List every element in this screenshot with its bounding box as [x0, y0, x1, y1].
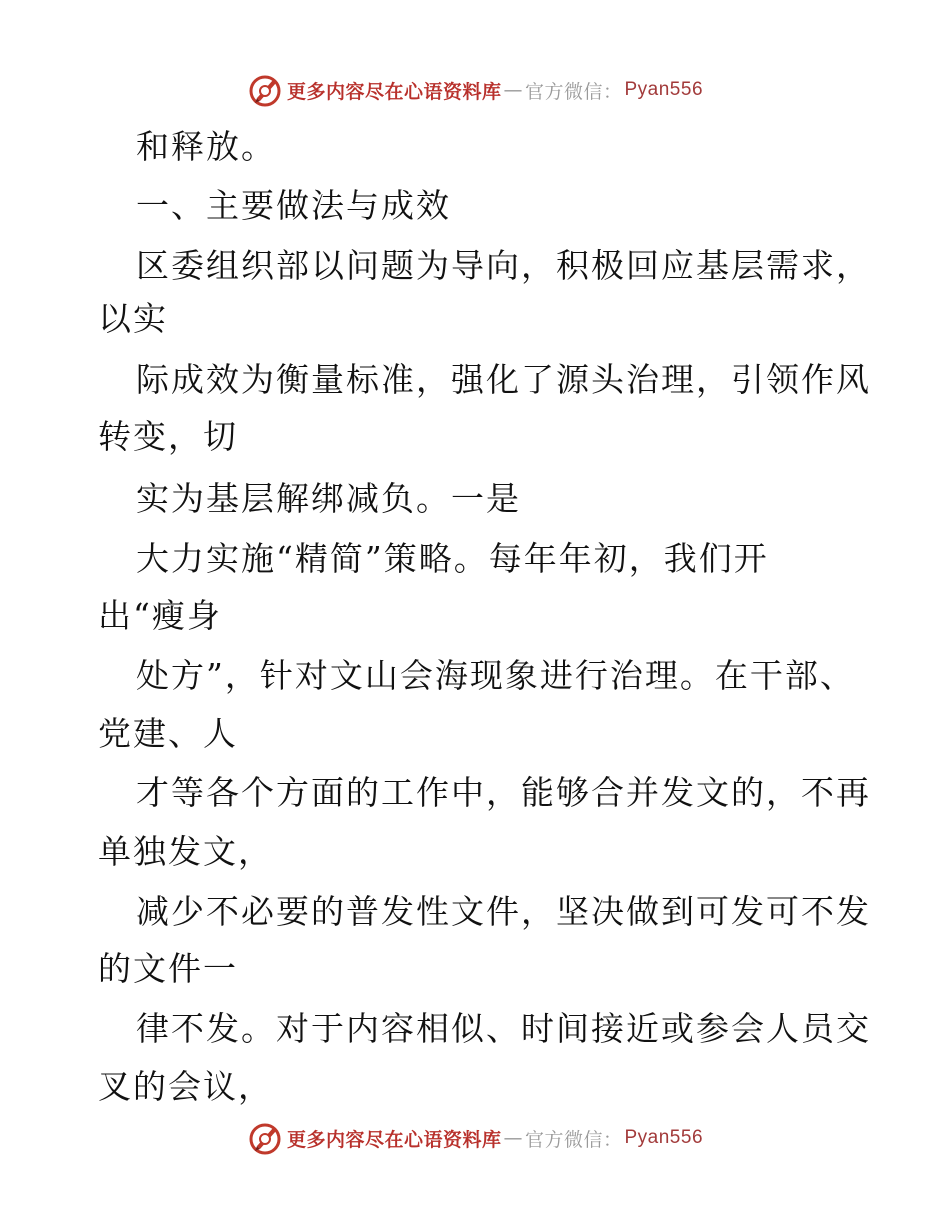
banner-wechat-id: Pyan556: [624, 79, 704, 100]
body-line: 律不发。对于内容相似、时间接近或参会人员交: [136, 1009, 871, 1048]
body-line: 才等各个方面的工作中，能够合并发文的，不再: [136, 773, 871, 812]
body-line: 区委组织部以问题为导向，积极回应基层需求，: [136, 246, 871, 285]
body-line: 际成效为衡量标准，强化了源头治理，引领作风: [136, 360, 871, 399]
section-heading: 一、主要做法与成效: [136, 186, 451, 225]
banner-wechat-label: 官方微信：: [524, 80, 623, 103]
banner-wechat-label: 官方微信：: [524, 1128, 623, 1151]
banner-separator: —: [503, 79, 523, 101]
body-line: 减少不必要的普发性文件，坚决做到可发可不发: [136, 892, 871, 931]
banner-separator: —: [503, 1127, 523, 1149]
pen-logo-icon: [247, 72, 283, 108]
pen-logo-icon: [247, 1120, 283, 1156]
body-line: 以实: [98, 299, 168, 338]
body-line: 大力实施“精简”策略。每年年初，我们开: [136, 539, 769, 578]
banner-wechat-id: Pyan556: [624, 1127, 704, 1148]
body-line: 单独发文，: [98, 832, 273, 871]
body-line: 党建、人: [98, 714, 238, 753]
banner-title: 更多内容尽在心语资料库: [286, 1128, 502, 1151]
footer-banner: [0, 1118, 950, 1158]
body-line: 叉的会议，: [98, 1067, 273, 1106]
body-line: 转变，切: [98, 417, 238, 456]
body-line: 处方”，针对文山会海现象进行治理。在干部、: [136, 656, 855, 695]
banner-title: 更多内容尽在心语资料库: [286, 80, 502, 103]
body-line: 的文件一: [98, 949, 238, 988]
body-line: 和释放。: [136, 127, 276, 166]
body-line: 出“瘦身: [98, 596, 222, 635]
body-line: 实为基层解绑减负。一是: [136, 479, 521, 518]
header-banner: [0, 70, 950, 110]
